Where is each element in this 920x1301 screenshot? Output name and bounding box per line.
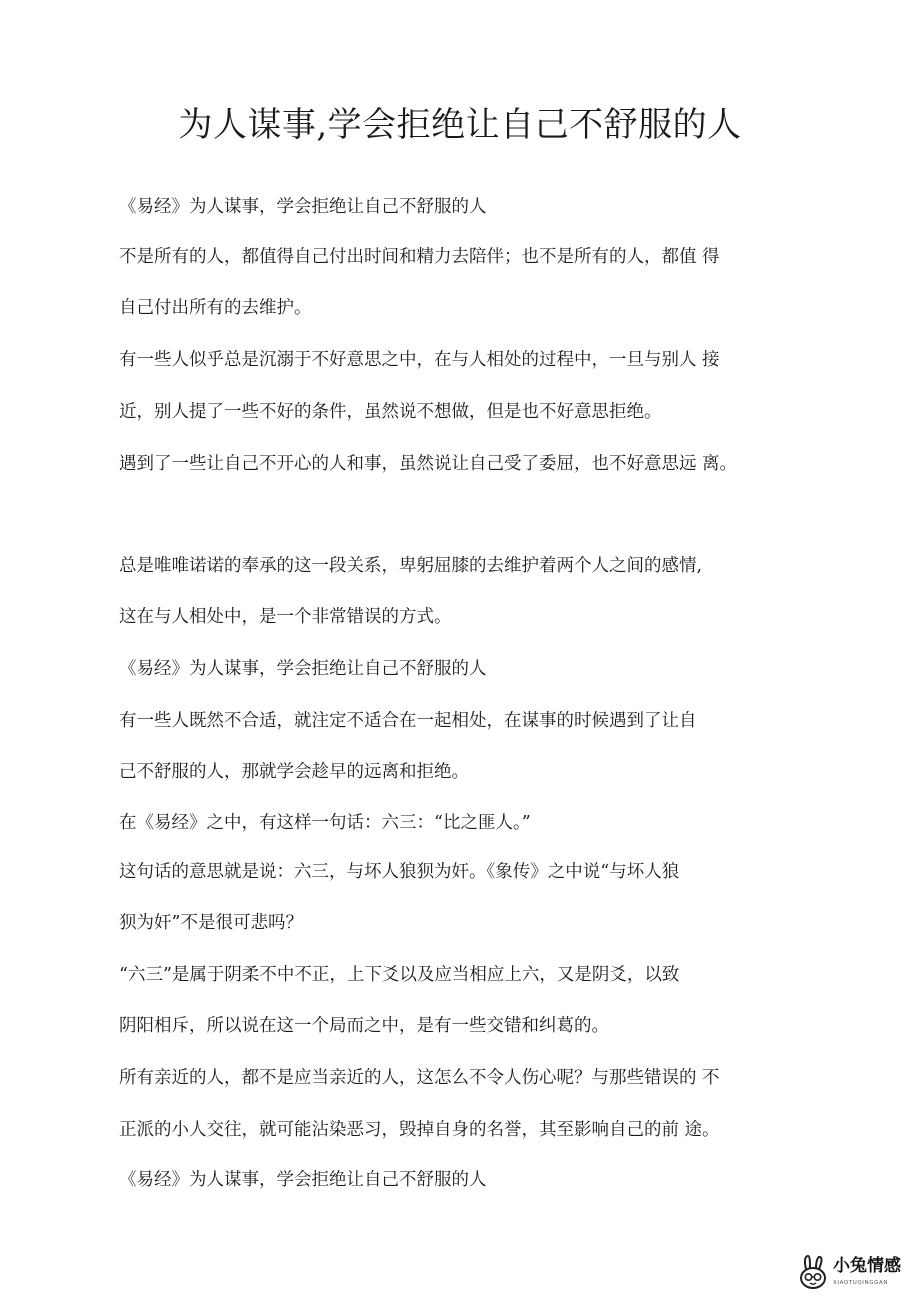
watermark-name: 小兔情感 — [833, 1256, 901, 1276]
body-line-6: 遇到了一些让自己不开心的人和事，虽然说让自己受了委屈，也不好意思远 离。 — [119, 454, 738, 474]
watermark-logo — [796, 1253, 914, 1295]
body-line-8: 这在与人相处中，是一个非常错误的方式。 — [119, 607, 452, 627]
body-line-2: 不是所有的人，都值得自己付出时间和精力去陪伴；也不是所有的人，都值 得 — [119, 247, 720, 267]
watermark-subtitle: XIAOTUQINGGAN — [833, 1280, 889, 1286]
rabbit-logo-icon — [796, 1255, 830, 1291]
body-line-1: 《易经》为人谋事，学会拒绝让自己不舒服的人 — [119, 197, 487, 217]
body-line-12: 在《易经》之中，有这样一句话：六三：“比之匪人。” — [119, 813, 531, 833]
body-line-7: 总是唯唯诺诺的奉承的这一段关系，卑躬屈膝的去维护着两个人之间的感情, — [119, 556, 703, 576]
body-line-19: 《易经》为人谋事，学会拒绝让自己不舒服的人 — [119, 1170, 487, 1190]
body-line-14: 狈为奸”不是很可悲吗？ — [119, 913, 303, 933]
body-line-4: 有一些人似乎总是沉溺于不好意思之中，在与人相处的过程中，一旦与别人 接 — [119, 350, 720, 370]
body-line-10: 有一些人既然不合适，就注定不适合在一起相处，在谋事的时候遇到了让自 — [119, 711, 697, 731]
document-title: 为人谋事,学会拒绝让自己不舒服的人 — [178, 105, 742, 145]
body-line-11: 己不舒服的人，那就学会趁早的远离和拒绝。 — [119, 762, 469, 782]
body-line-5: 近，别人提了一些不好的条件，虽然说不想做，但是也不好意思拒绝。 — [119, 402, 662, 422]
body-line-18: 正派的小人交往，就可能沾染恶习，毁掉自身的名誉，其至影响自己的前 途。 — [119, 1120, 720, 1140]
body-line-13: 这句话的意思就是说：六三，与坏人狼狈为奸。《象传》之中说“与坏人狼 — [119, 862, 680, 882]
body-line-16: 阴阳相斥，所以说在这一个局而之中，是有一些交错和纠葛的。 — [119, 1016, 609, 1036]
body-line-15: “六三”是属于阴柔不中不正，上下爻以及应当相应上六，又是阴爻，以致 — [119, 965, 680, 985]
body-line-3: 自己付出所有的去维护。 — [119, 298, 312, 318]
body-line-17: 所有亲近的人，都不是应当亲近的人，这怎么不令人伤心呢？与那些错误的 不 — [119, 1068, 720, 1088]
body-line-9: 《易经》为人谋事，学会拒绝让自己不舒服的人 — [119, 659, 487, 679]
